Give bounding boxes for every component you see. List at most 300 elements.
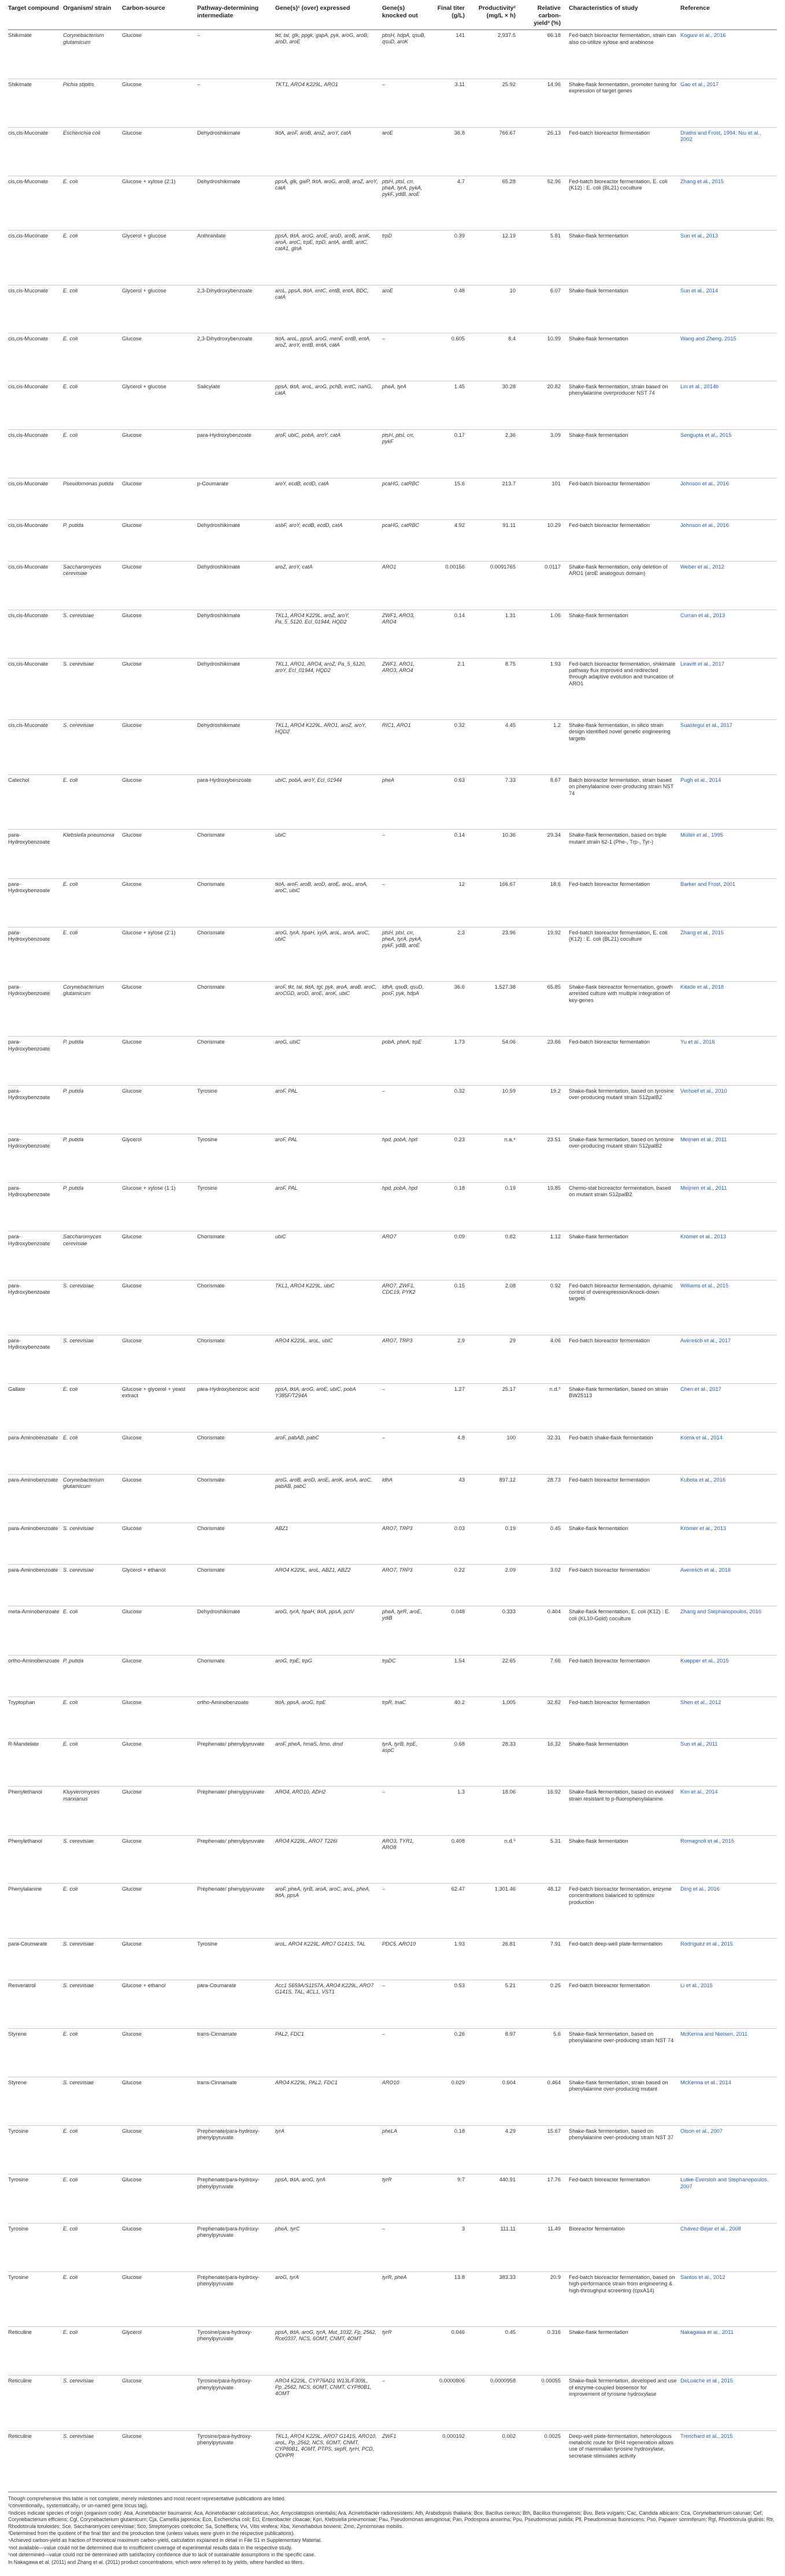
organism-cell: E. coli: [63, 2177, 78, 2183]
genes-expressed-cell: aroG, tyrA: [275, 2274, 299, 2280]
productivity-cell: 166.67: [499, 881, 516, 887]
genes-expressed-cell: Acc1 S659A/S1157A, ARO4 K229L, ARO7 G141S, TAL, 4CL1, VST1: [275, 1983, 374, 1995]
table-row: [8, 1085, 777, 1134]
carbon-source-cell: Glucose + xylose (2:1): [122, 179, 176, 185]
reference-cell[interactable]: Kuepper et al., 2015: [680, 1657, 729, 1664]
table-body: [8, 30, 777, 2492]
target-compound-cell: meta-Aminobenzoate: [8, 1609, 60, 1615]
reference-cell[interactable]: Yu et al., 2016: [680, 1039, 715, 1045]
organism-cell: Pseudomonas putida: [63, 480, 114, 487]
final-titer-cell: 0.68: [454, 1741, 465, 1747]
reference-cell[interactable]: Nakagawa et al., 2011: [680, 2329, 734, 2336]
reference-cell[interactable]: Kubota et al., 2016: [680, 1476, 726, 1483]
genes-knocked-out-cell: aroE: [382, 287, 394, 294]
reference-cell[interactable]: Chávez-Béjar et al., 2008: [680, 2225, 741, 2232]
table-row: [8, 1134, 777, 1182]
genes-expressed-cell: aroG, ubiC: [275, 1039, 301, 1045]
organism-cell: P. putida: [63, 1136, 84, 1142]
carbon-yield-cell: 0.45: [550, 1525, 561, 1531]
reference-cell[interactable]: Li et al., 2015: [680, 1983, 713, 1989]
target-compound-cell: para-Hydroxybenzoate: [8, 832, 50, 845]
carbon-source-cell: Glucose: [122, 777, 142, 784]
genes-expressed-cell: TKT1, ARO4 K229L, ARO1: [275, 81, 338, 87]
final-titer-cell: 0.09: [454, 1234, 465, 1240]
characteristics-cell: Shake-flask fermentation: [569, 432, 628, 439]
carbon-source-cell: Glucose: [122, 1885, 142, 1892]
final-titer-cell: 0.32: [454, 1087, 465, 1094]
target-compound-cell: Phenylalanine: [8, 1885, 42, 1892]
intermediate-cell: Tyrosine: [197, 1136, 218, 1142]
genes-knocked-out-cell: ZWF1, ARO1, ARO3, ARO4: [382, 660, 415, 673]
productivity-cell: 897.12: [499, 1476, 516, 1483]
final-titer-cell: 1.27: [454, 1386, 465, 1393]
target-compound-cell: para-Aminobenzoate: [8, 1567, 58, 1573]
productivity-cell: 0.45: [505, 2329, 516, 2336]
target-compound-cell: Tyrosine: [8, 2177, 29, 2183]
carbon-source-cell: Glucose: [122, 1941, 142, 1947]
table-row: [8, 610, 777, 658]
genes-knocked-out-cell: ARO10: [382, 2079, 399, 2085]
genes-knocked-out-cell: –: [382, 335, 386, 342]
target-compound-cell: Shikimate: [8, 32, 32, 39]
productivity-cell: 25.92: [502, 81, 516, 87]
intermediate-cell: para-Coumarate: [197, 1983, 236, 1989]
reference-cell[interactable]: Wang and Zheng, 2015: [680, 335, 736, 342]
final-titer-cell: 0.39: [454, 233, 465, 239]
header-genes-expressed: Gene(s)¹ (over) expressed: [275, 5, 350, 12]
table-row: [8, 2223, 777, 2271]
table-row: [8, 2430, 777, 2492]
reference-cell[interactable]: Sun et al., 2013: [680, 233, 719, 239]
footnote: ³Determined from the quotient of the final titer and the production time (unless values were given in the respective publications).: [8, 2530, 295, 2536]
table-row: [8, 719, 777, 774]
organism-cell: Kluyveromyces marxianus: [63, 1789, 100, 1802]
intermediate-cell: Tyrosine: [197, 1941, 218, 1947]
reference-cell[interactable]: Shen et al., 2012: [680, 1699, 721, 1705]
carbon-source-cell: Glycerol + glucose: [122, 233, 166, 239]
productivity-cell: 1,527.38: [494, 984, 516, 990]
target-compound-cell: cis,cis-Muconate: [8, 480, 49, 487]
characteristics-cell: Shake-flask fermentation, developed and use of enzyme-coupled biosensor for improvement of tyrosine hydroxylase: [569, 2378, 677, 2397]
intermediate-cell: Prephenate/para-hydroxy-phenylpyruvate: [197, 2128, 260, 2141]
reference-cell[interactable]: Kitade et al., 2018: [680, 984, 724, 990]
intermediate-cell: Chorismate: [197, 929, 225, 936]
table-row: [8, 1939, 777, 1980]
carbon-source-cell: Glucose: [122, 522, 142, 528]
reference-cell[interactable]: Barker and Frost, 2001: [680, 881, 736, 887]
carbon-yield-cell: 0.0025: [544, 2433, 561, 2439]
genes-knocked-out-cell: tyrR, pheA: [382, 2274, 407, 2280]
final-titer-cell: 3.11: [454, 81, 465, 87]
table-row: [8, 1231, 777, 1280]
intermediate-cell: Tyrosine: [197, 1087, 218, 1094]
organism-cell: S. cerevisiae: [63, 722, 94, 728]
reference-cell[interactable]: Pugh et al., 2014: [680, 777, 721, 784]
reference-cell[interactable]: Johnson et al., 2016: [680, 480, 729, 487]
carbon-source-cell: Glucose: [122, 1039, 142, 1045]
reference-cell[interactable]: McKenna et al., 2014: [680, 2079, 731, 2085]
productivity-cell: 91.11: [502, 522, 516, 528]
organism-cell: E. coli: [63, 2274, 78, 2280]
reference-cell[interactable]: Gao et al., 2017: [680, 81, 719, 87]
table-row: [8, 775, 777, 830]
target-compound-cell: cis,cis-Muconate: [8, 384, 49, 390]
target-compound-cell: Gallate: [8, 1386, 25, 1393]
genes-knocked-out-cell: ZWF1, ARO3, ARO4: [382, 613, 415, 625]
characteristics-cell: Shake-flask fermentation, based on strain BW25113: [569, 1386, 668, 1399]
genes-expressed-cell: aroF, pheA, hmaS, hmo, dmd: [275, 1741, 343, 1747]
genes-expressed-cell: ppsA, tktA, aroG, tyrA: [275, 2177, 326, 2183]
genes-expressed-cell: TKL1, ARO1, ARO4, aroZ, Pa_5_5120, aroY, Ecl_01944, HQD2: [275, 660, 366, 673]
organism-cell: E. coli: [63, 1741, 78, 1747]
reference-cell[interactable]: Suastegui et al., 2017: [680, 722, 732, 728]
carbon-yield-cell: 19.92: [547, 929, 561, 936]
final-titer-cell: 141: [456, 32, 465, 39]
target-compound-cell: para-Aminobenzoate: [8, 1435, 58, 1441]
carbon-source-cell: Glycerol: [122, 2329, 142, 2336]
target-compound-cell: para-Hydroxybenzoate: [8, 1136, 50, 1149]
page: [8, 0, 777, 2566]
characteristics-cell: Deep-well plate-fermentation, heterologous metabolic route for BH4 regeneration allows use of mammalian tyrosine hydroxylase, secretase stimulates activity: [569, 2433, 673, 2459]
reference-cell[interactable]: Romagnoli et al., 2015: [680, 1838, 735, 1844]
table-row: [8, 519, 777, 561]
characteristics-cell: Batch bioreactor fermentation, strain based on phenylalanine over-producing strain NST 74: [569, 777, 674, 796]
reference-cell[interactable]: Ding et al., 2016: [680, 1885, 720, 1892]
reference-cell[interactable]: Meijnen et al., 2011: [680, 1136, 727, 1142]
carbon-yield-cell: 32.82: [547, 1699, 561, 1705]
final-titer-cell: 1.45: [454, 384, 465, 390]
organism-cell: P. putida: [63, 1087, 84, 1094]
table-row: [8, 2375, 777, 2430]
carbon-yield-cell: 15.67: [547, 2128, 561, 2135]
genes-knocked-out-cell: ARO3, TYR1, ARO8: [382, 1838, 414, 1850]
carbon-yield-cell: 5.31: [550, 1838, 561, 1844]
final-titer-cell: 0.22: [454, 1567, 465, 1573]
carbon-source-cell: Glucose + ethanol: [122, 1983, 166, 1989]
reference-cell[interactable]: Zhang and Stephanopoulos, 2016: [680, 1609, 762, 1615]
characteristics-cell: Fed-batch bioreactor fermentation, shikimate pathway flux improved and redirected through adaptive evolution and truncation of ARO1: [569, 660, 676, 686]
organism-cell: S. cerevisiae: [63, 1838, 94, 1844]
organism-cell: Saccharomyces cerevisiae: [63, 1234, 102, 1246]
genes-expressed-cell: aroG, trpE, trpG: [275, 1657, 313, 1664]
productivity-cell: 26.81: [502, 1941, 516, 1947]
intermediate-cell: –: [197, 81, 201, 87]
genes-knocked-out-cell: ARO1: [382, 564, 397, 570]
final-titer-cell: 0.15: [454, 1282, 465, 1289]
final-titer-cell: 0.046: [451, 2329, 465, 2336]
genes-knocked-out-cell: trpDC: [382, 1657, 396, 1664]
productivity-cell: 1,301.46: [494, 1885, 516, 1892]
table-row: [8, 878, 777, 927]
organism-cell: S. cerevisiae: [63, 2378, 94, 2384]
final-titer-cell: 36.8: [454, 129, 465, 136]
table-row: [8, 927, 777, 981]
reference-cell[interactable]: Curran et al., 2013: [680, 613, 725, 619]
reference-cell[interactable]: Johnson et al., 2016: [680, 522, 729, 528]
intermediate-cell: Tyrosine/para-hydroxy-phenylpyruvate: [197, 2433, 253, 2445]
genes-knocked-out-cell: ARO7: [382, 1234, 397, 1240]
organism-cell: E. coli: [63, 384, 78, 390]
target-compound-cell: para-Aminobenzoate: [8, 1476, 58, 1483]
reference-cell[interactable]: Averesch et al., 2016: [680, 1567, 731, 1573]
reference-cell[interactable]: Koma et al., 2014: [680, 1435, 723, 1441]
genes-knocked-out-cell: –: [382, 1983, 386, 1989]
final-titer-cell: 0.408: [451, 1838, 465, 1844]
reference-cell[interactable]: Lin et al., 2014b: [680, 384, 719, 390]
table-row: [8, 1335, 777, 1383]
productivity-cell: 213.7: [502, 480, 516, 487]
organism-cell: Corynebacterium glutamicum: [63, 984, 104, 997]
carbon-yield-cell: 8.67: [550, 777, 561, 784]
reference-cell[interactable]: DeLoache et al., 2015: [680, 2378, 733, 2384]
carbon-source-cell: Glucose: [122, 2079, 142, 2085]
carbon-source-cell: Glucose: [122, 722, 142, 728]
carbon-yield-cell: 32.31: [547, 1435, 561, 1441]
productivity-cell: 0.002: [502, 2433, 516, 2439]
genes-knocked-out-cell: ZWF1: [382, 2433, 397, 2439]
intermediate-cell: Prephenate/para-hydroxy-phenylpyruvate: [197, 2177, 260, 2189]
carbon-source-cell: Glucose: [122, 832, 142, 838]
reference-cell[interactable]: Draths and Frost, 1994; Niu et al., 2002: [680, 129, 761, 143]
organism-cell: E. coli: [63, 881, 78, 887]
reference-cell[interactable]: McKenna and Nielsen, 2011: [680, 2031, 748, 2037]
characteristics-cell: Bioreactor fermentation: [569, 2225, 625, 2232]
reference-cell[interactable]: Santos et al., 2012: [680, 2274, 725, 2280]
reference-cell[interactable]: Meijnen et al., 2011: [680, 1185, 727, 1192]
characteristics-cell: Fed-batch bioreactor fermentation: [569, 1983, 650, 1989]
reference-cell[interactable]: Weber et al., 2012: [680, 564, 724, 570]
final-titer-cell: 0.23: [454, 1136, 465, 1142]
final-titer-cell: 0.26: [454, 2031, 465, 2037]
organism-cell: E. coli: [63, 777, 78, 784]
genes-expressed-cell: ubiC: [275, 832, 286, 838]
target-compound-cell: cis,cis-Muconate: [8, 335, 49, 342]
productivity-cell: n.d.⁵: [504, 1838, 516, 1844]
genes-knocked-out-cell: trpR, tnaC: [382, 1699, 406, 1705]
target-compound-cell: Reticuline: [8, 2329, 32, 2336]
carbon-source-cell: Glucose: [122, 432, 142, 439]
table-row: [8, 658, 777, 719]
genes-expressed-cell: aroY, ecdB, ecdD, catA: [275, 480, 329, 487]
final-titer-cell: 4.8: [457, 1435, 465, 1441]
target-compound-cell: Phenylethanol: [8, 1838, 42, 1844]
table-row: [8, 2028, 777, 2077]
header-reference: Reference: [680, 5, 710, 12]
target-compound-cell: Phenylethanol: [8, 1789, 42, 1795]
carbon-yield-cell: 17.76: [547, 2177, 561, 2183]
target-compound-cell: Styrene: [8, 2031, 27, 2037]
characteristics-cell: Shake-flask fermentation, based on tyrosine over-producing mutant strain S12palB2: [569, 1136, 674, 1149]
characteristics-cell: Fed-batch bioreactor fermentation: [569, 2177, 650, 2183]
target-compound-cell: cis,cis-Muconate: [8, 564, 49, 570]
carbon-source-cell: Glucose + glycerol + yeast extract: [122, 1386, 186, 1399]
reference-cell[interactable]: Verhoef et al., 2010: [680, 1087, 727, 1094]
reference-cell[interactable]: Sengupta et al., 2015: [680, 432, 732, 439]
genes-expressed-cell: aroF, ubiC, pobA, aroY, catA: [275, 432, 341, 439]
table-row: [8, 1183, 777, 1231]
genes-expressed-cell: aroF, PAL: [275, 1087, 298, 1094]
carbon-yield-cell: 0.0117: [545, 564, 561, 570]
final-titer-cell: 0.03: [454, 1525, 465, 1531]
carbon-source-cell: Glycerol + ethanol: [122, 1567, 166, 1573]
genes-knocked-out-cell: aroE: [382, 129, 394, 136]
carbon-yield-cell: 65.85: [547, 984, 561, 990]
reference-cell[interactable]: Trenchard et al., 2015: [680, 2433, 733, 2439]
target-compound-cell: Styrene: [8, 2079, 27, 2085]
genes-expressed-cell: tkt, tal, glk, ppgk, gapA, pyk, aroG, aroB, aroD, aroE: [275, 32, 369, 45]
productivity-cell: 0.333: [502, 1609, 516, 1615]
carbon-source-cell: Glucose: [122, 335, 142, 342]
carbon-yield-cell: 0.316: [547, 2329, 561, 2336]
genes-knocked-out-cell: pobA, pheA, trpE: [382, 1039, 422, 1045]
table-row: [8, 2174, 777, 2223]
genes-expressed-cell: aroF, pabAB, pabC: [275, 1435, 319, 1441]
genes-knocked-out-cell: ldhA, qsuB, qsuD, poxF, pyk, hdpA: [382, 984, 424, 997]
carbon-source-cell: Glucose: [122, 1609, 142, 1615]
table-row: [8, 1697, 777, 1738]
target-compound-cell: cis,cis-Muconate: [8, 287, 49, 294]
final-titer-cell: 2.1: [457, 660, 465, 667]
carbon-yield-cell: 1.06: [550, 613, 561, 619]
organism-cell: S. cerevisiae: [63, 2433, 94, 2439]
reference-cell[interactable]: Sun et al., 2011: [680, 1741, 718, 1747]
reference-cell[interactable]: Leavitt et al., 2017: [680, 660, 724, 667]
reference-cell[interactable]: Averesch et al., 2017: [680, 1337, 731, 1343]
table-row: [8, 1606, 777, 1655]
footnote: ⁴Achieved carbon-yield as fraction of theoretical maximum carbon-yield, calculation explained in detail in File S1 in Supplementary Material.: [8, 2537, 322, 2544]
carbon-yield-cell: 28.73: [547, 1476, 561, 1483]
header-intermediate: Pathway-determining intermediate: [197, 5, 259, 20]
reference-cell[interactable]: Krömer et al., 2013: [680, 1234, 727, 1240]
productivity-cell: 1,005: [502, 1699, 516, 1705]
productivity-cell: 111.11: [500, 2225, 516, 2232]
reference-cell[interactable]: Kogure et al., 2016: [680, 32, 726, 39]
characteristics-cell: Shake-flask fermentation, promoter tuning for expression of target genes: [569, 81, 677, 94]
reference-cell[interactable]: Sun et al., 2014: [680, 287, 719, 294]
reference-cell[interactable]: Krömer et al., 2013: [680, 1525, 727, 1531]
genes-knocked-out-cell: pheA, tyrA: [382, 384, 407, 390]
carbon-yield-cell: 5.81: [550, 233, 561, 239]
reference-cell[interactable]: Rodriguez et al., 2015: [680, 1941, 733, 1947]
target-compound-cell: Resveratrol: [8, 1983, 36, 1989]
carbon-source-cell: Glucose: [122, 1525, 142, 1531]
intermediate-cell: Tyrosine/para-hydroxy-phenylpyruvate: [197, 2329, 253, 2342]
productivity-cell: 0.0000958: [490, 2378, 516, 2384]
footnote: ⁵not determined—value could not be determined with satisfactory confidence due to lack of sustainable assumptions in the specific case.: [8, 2552, 316, 2558]
genes-expressed-cell: ARO4 K229L, ARO7 T226I: [275, 1838, 338, 1844]
organism-cell: E. coli: [63, 432, 78, 439]
genes-knocked-out-cell: hpd, pobA, hpd: [382, 1136, 418, 1142]
genes-expressed-cell: ppsA, tktA, aroG, aroE, aroD, aroB, aroK, aroA, aroC, trpE, trpD, antA, antB, antC, catA1, glnA: [275, 233, 371, 252]
final-titer-cell: 0.14: [454, 832, 465, 838]
carbon-yield-cell: 7.66: [550, 1657, 561, 1664]
reference-cell[interactable]: Zhang et al., 2015: [680, 929, 724, 936]
characteristics-cell: Shake-flask fermentation, strain based on phenylalanine overproducer NST 74: [569, 384, 668, 396]
genes-knocked-out-cell: ptsH, ptsI, crr, pheA, tyrA, pykA, pykF, ydiB, aroE: [382, 179, 423, 198]
target-compound-cell: cis,cis-Muconate: [8, 233, 49, 239]
genes-knocked-out-cell: ARO7, TRP3: [382, 1337, 413, 1343]
table-row: [8, 1739, 777, 1787]
header-productivity: Productivity² (mg/L × h): [478, 5, 516, 20]
genes-expressed-cell: PAL2, FDC1: [275, 2031, 304, 2037]
productivity-cell: 440.91: [499, 2177, 516, 2183]
final-titer-cell: 0.000192: [442, 2433, 465, 2439]
footnote: ²Indices indicate species of origin (organism code): Aba, Acinetobacter baumannii; Aca, Acinetobacter calcoaceticus; Aor, Amycolatopsis orientalis; Ara, Acinetobacter radioresistens; Ath, Arabidopsis thaliana; Bce, Bacillus cereus; Bth, Bacillus thuringiensis; Bvu, Beta vulgaris; Cac, Candida albicans; Cca, Corynebacterium calunae; Cef, Corynebacterium efficiens; Cgl, Corynebacterium glutamicum; Cja, Camellia japonica; Eco, Escherichia coli; Ecl, Enterobacter cloacae; Kpn, Klebsiella pneumoniae; Pau, Pseudomonas aeruginosa; Pan, Podospora anserina; Ppu, Pseudomonas putida; Pfl, Pseudomonas fluorescens; Pso, Papaver somniferum; Rgl, Rhodotorula glutinis; Rtr, Rhodotorula toruloides; Sce, Saccharomyces cerevisiae; Sco, Streptomyces coelicolor; Sa, Schefflera; Vvi, Vitis vinifera; Xba, Xenorhabdus bovienii; Zmo, Zymomonas mobilis.: [8, 2510, 775, 2529]
carbon-source-cell: Glucose: [122, 2378, 142, 2384]
organism-cell: E. coli: [63, 929, 78, 936]
carbon-yield-cell: 23.51: [547, 1136, 561, 1142]
footnote: Though comprehensive this table is not complete, merely milestones and most recent representative publications are listed.: [8, 2495, 286, 2501]
reference-cell[interactable]: Zhang et al., 2015: [680, 179, 724, 185]
intermediate-cell: Dehydroshikimate: [197, 722, 240, 728]
carbon-yield-cell: 3.02: [550, 1567, 561, 1573]
table-row: [8, 2327, 777, 2375]
characteristics-cell: Shake-flask fermentation, based on triple mutant strain 62-1 (Phe-, Trp-, Tyr-): [569, 832, 666, 845]
characteristics-cell: Fed-batch shake-flask fermentation: [569, 1435, 653, 1441]
reference-cell[interactable]: Chen et al., 2017: [680, 1386, 721, 1393]
carbon-source-cell: Glucose: [122, 2128, 142, 2135]
header-carbon-source: Carbon-source: [122, 5, 165, 12]
carbon-source-cell: Glucose: [122, 660, 142, 667]
carbon-yield-cell: 6.07: [550, 287, 561, 294]
characteristics-cell: Fed-batch bioreactor fermentation, enzyme concentrations balanced to optimize production: [569, 1885, 672, 1905]
carbon-source-cell: Glucose: [122, 881, 142, 887]
carbon-yield-cell: n.d.⁵: [549, 1386, 561, 1393]
table-row: [8, 1835, 777, 1883]
characteristics-cell: Shake-flask fermentation, based on phenylalanine over-producing strain NST 74: [569, 2031, 674, 2043]
genes-expressed-cell: aroF, PAL: [275, 1136, 298, 1142]
reference-cell[interactable]: Olson et al., 2007: [680, 2128, 723, 2135]
characteristics-cell: Fed-batch bioreactor fermentation, dynamic control of overexpression/knock-down targets: [569, 1282, 673, 1302]
reference-cell[interactable]: Lutke-Eversloh and Stephanopoulos, 2007: [680, 2177, 769, 2189]
reference-cell[interactable]: Kim et al., 2014: [680, 1789, 718, 1795]
intermediate-cell: Anthranilate: [197, 233, 226, 239]
reference-cell[interactable]: Müller et al., 1995: [680, 832, 723, 838]
genes-knocked-out-cell: –: [382, 1435, 386, 1441]
carbon-yield-cell: 0.25: [550, 1983, 561, 1989]
footnote: In Nakagawa et al. (2011) and Zhang et al. (2011) product concentrations, which were referred to by yields, where handled as titers.: [8, 2559, 304, 2565]
genes-knocked-out-cell: –: [382, 881, 386, 887]
genes-knocked-out-cell: –: [382, 2225, 386, 2232]
carbon-yield-cell: 10.99: [547, 335, 561, 342]
intermediate-cell: 2,3-Dihydroxybenzoate: [197, 335, 253, 342]
table-row: [8, 231, 777, 285]
carbon-source-cell: Glucose: [122, 1435, 142, 1441]
table-row: [8, 333, 777, 381]
genes-knocked-out-cell: tyrA, tyrB, trpE, aspC: [382, 1741, 418, 1754]
carbon-yield-cell: 1.2: [553, 722, 561, 728]
organism-cell: E. coli: [63, 2225, 78, 2232]
organism-cell: E. coli: [63, 1609, 78, 1615]
target-compound-cell: cis,cis-Muconate: [8, 613, 49, 619]
table-row: [8, 1474, 777, 1523]
carbon-yield-cell: 1.93: [550, 660, 561, 667]
intermediate-cell: Chorismate: [197, 881, 225, 887]
final-titer-cell: 2.3: [457, 929, 465, 936]
genes-knocked-out-cell: tyrR: [382, 2329, 392, 2336]
carbon-yield-cell: 48.12: [547, 1885, 561, 1892]
carbon-source-cell: Glucose + xylose (2:1): [122, 929, 176, 936]
carbon-yield-cell: 18.6: [550, 881, 561, 887]
genes-expressed-cell: tktA, aroL, ppsA, aroG, menF, entB, entA, aroZ, aroY, entB, entA, catA: [275, 335, 371, 348]
final-titer-cell: 15.6: [454, 480, 465, 487]
productivity-cell: 766.67: [499, 129, 516, 136]
final-titer-cell: 0.14: [454, 613, 465, 619]
header-row: [8, 3, 777, 30]
reference-cell[interactable]: Williams et al., 2015: [680, 1282, 729, 1289]
characteristics-cell: Shake-flask fermentation: [569, 1234, 628, 1240]
header-genes-knocked-out: Gene(s) knocked out: [382, 5, 418, 20]
